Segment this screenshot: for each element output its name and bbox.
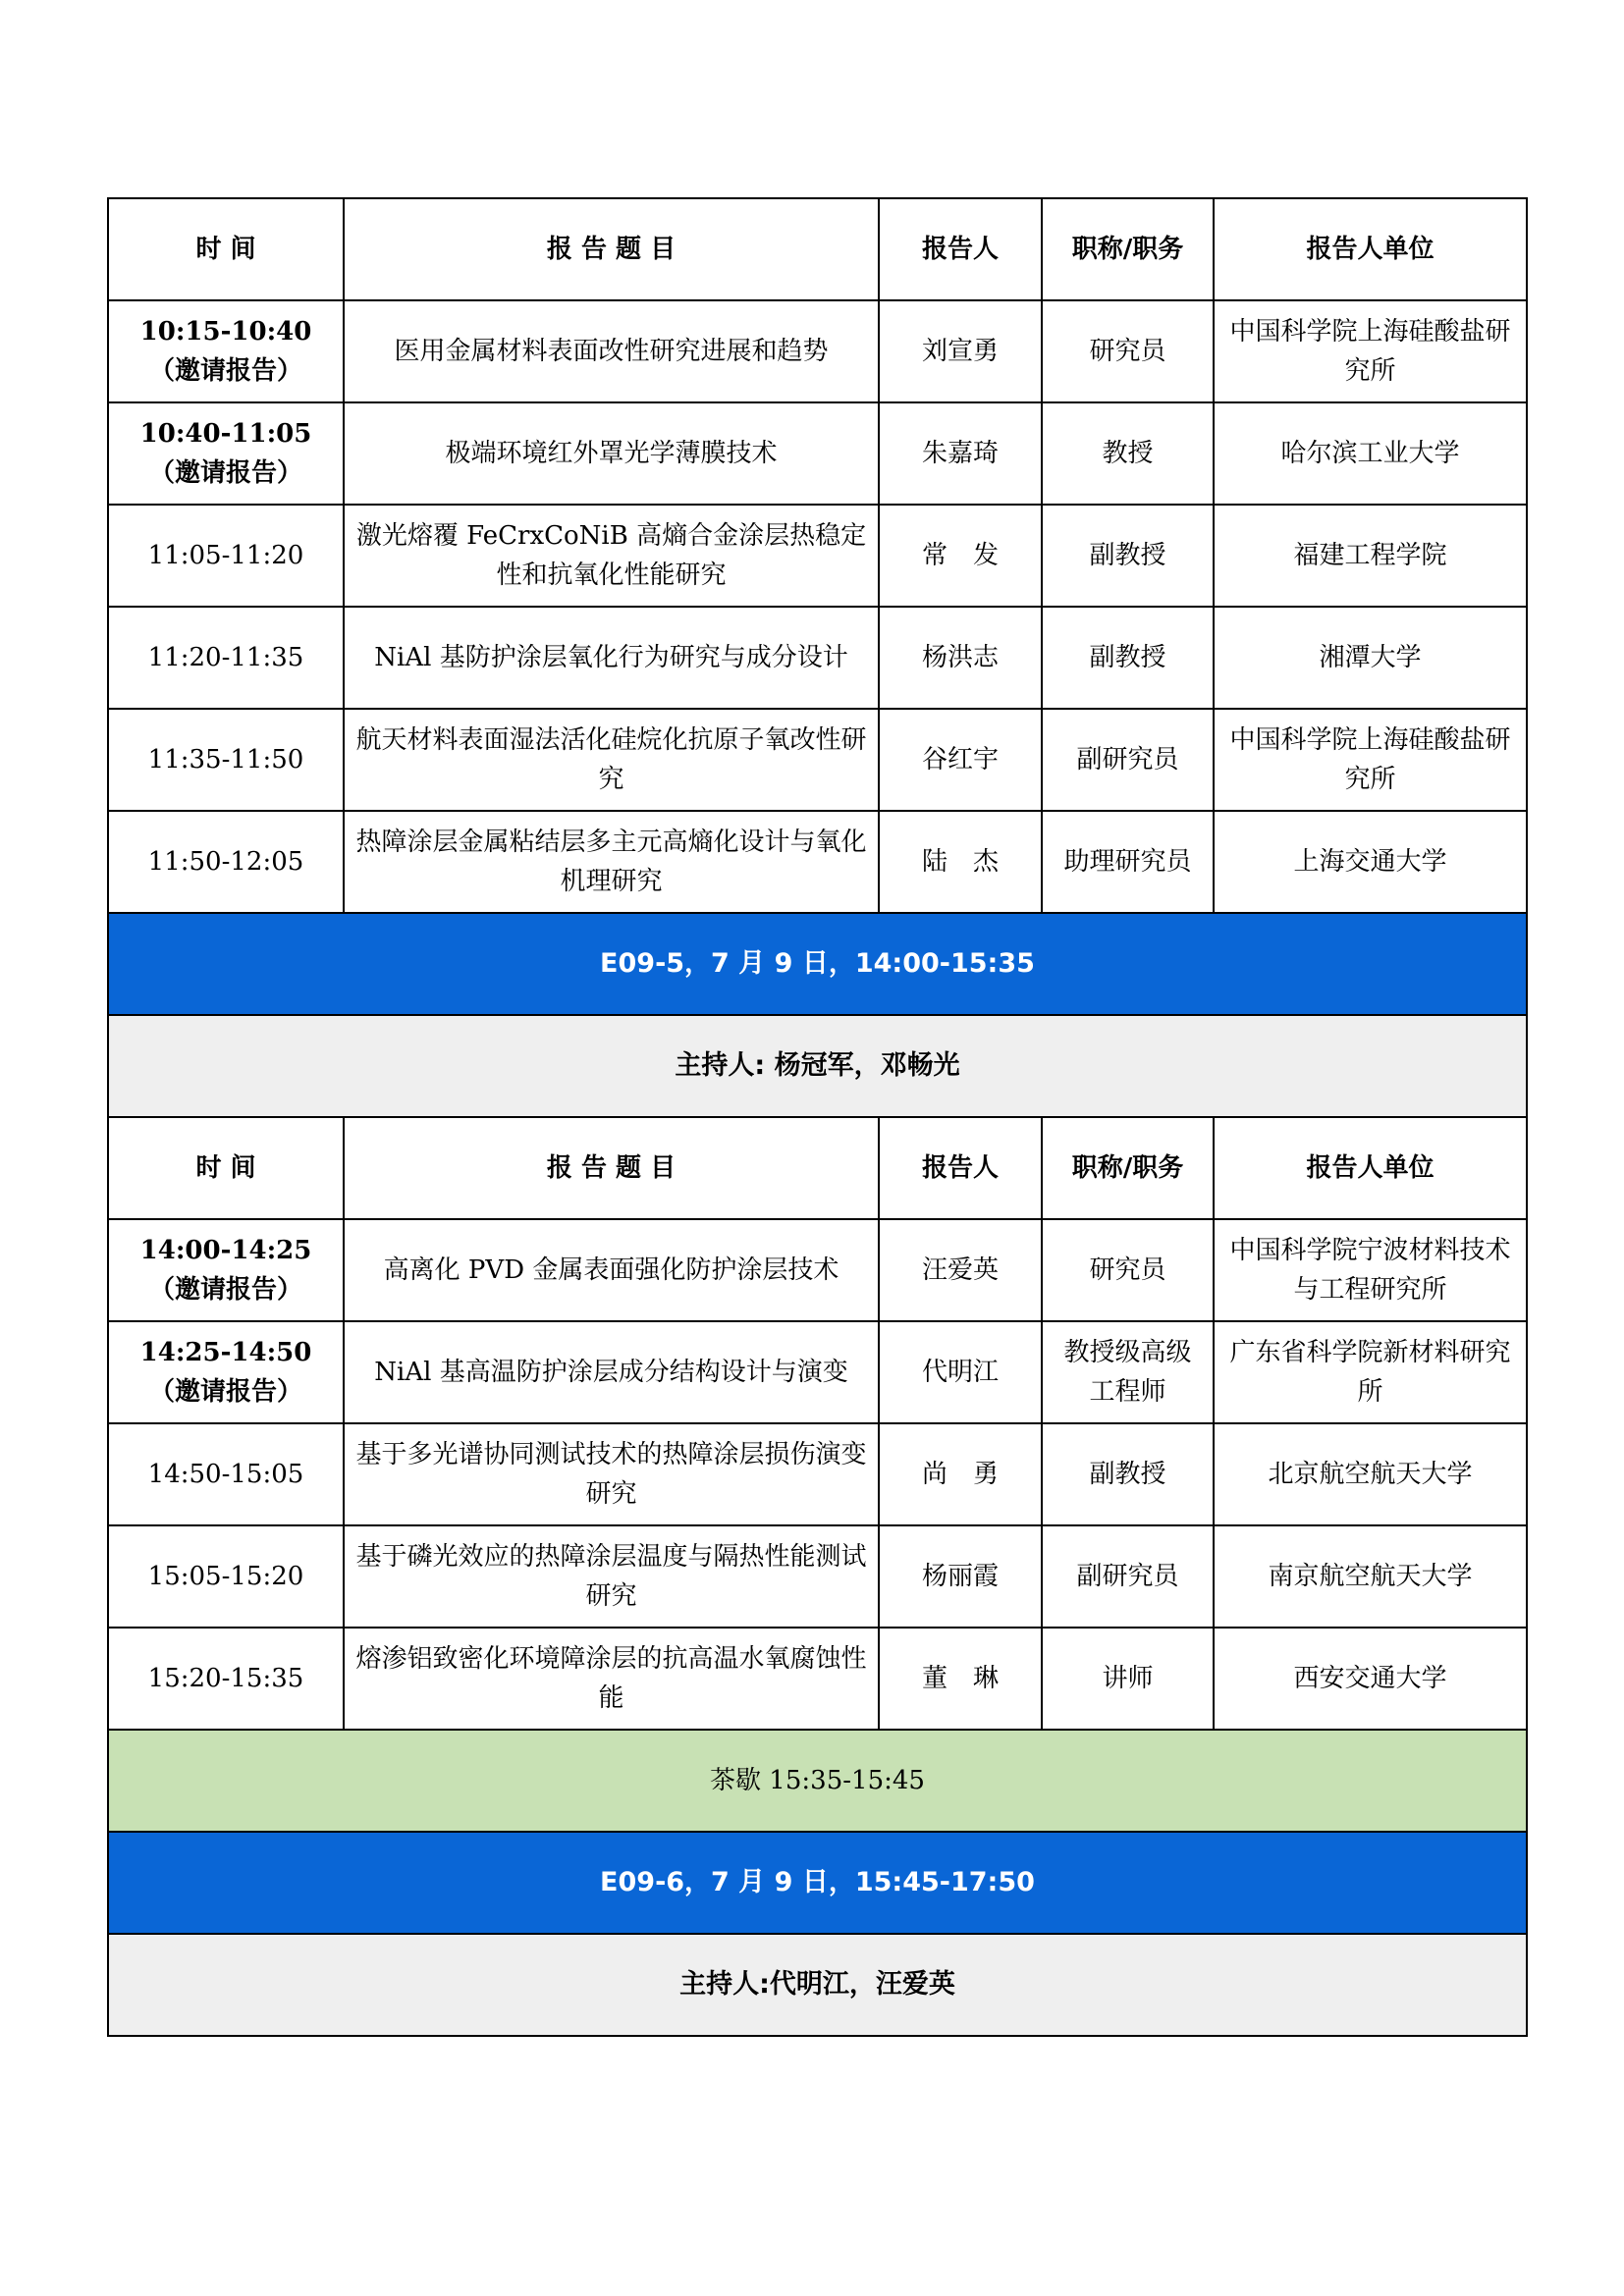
invited-label: （邀请报告）: [148, 1377, 302, 1407]
title-cell: 教授: [1042, 402, 1214, 505]
col-title-header: 职称/职务: [1042, 198, 1214, 300]
time-range: 14:00-14:25: [139, 1236, 312, 1265]
time-range: 10:15-10:40: [139, 317, 312, 347]
topic-cell: 医用金属材料表面改性研究进展和趋势: [344, 300, 879, 402]
topic-cell: 基于多光谱协同测试技术的热障涂层损伤演变研究: [344, 1423, 879, 1525]
time-range: 15:05-15:20: [147, 1562, 304, 1591]
speaker-cell: 杨丽霞: [879, 1525, 1042, 1628]
invited-label: （邀请报告）: [148, 1275, 302, 1305]
host-bar: [108, 1015, 1527, 1117]
topic-cell: 极端环境红外罩光学薄膜技术: [344, 402, 879, 505]
time-range: 11:20-11:35: [147, 643, 304, 672]
topic-cell: 高离化 PVD 金属表面强化防护涂层技术: [344, 1219, 879, 1321]
topic-cell: 激光熔覆 FeCrxCoNiB 高熵合金涂层热稳定性和抗氧化性能研究: [344, 505, 879, 607]
session-bar: [108, 1832, 1527, 1934]
time-cell: [108, 1525, 344, 1628]
host-bar-text: 主持人: 杨冠军，邓畅光: [108, 1015, 1527, 1117]
time-cell: [108, 402, 344, 505]
topic-cell: 基于磷光效应的热障涂层温度与隔热性能测试研究: [344, 1525, 879, 1628]
title-cell: 研究员: [1042, 300, 1214, 402]
time-cell: [108, 300, 344, 402]
time-cell: [108, 1219, 344, 1321]
topic-cell: 熔渗铝致密化环境障涂层的抗高温水氧腐蚀性能: [344, 1628, 879, 1730]
time-cell: [108, 1628, 344, 1730]
col-topic-header: 报 告 题 目: [344, 1117, 879, 1219]
affiliation-cell: 中国科学院上海硅酸盐研究所: [1214, 709, 1527, 811]
speaker-cell: 刘宣勇: [879, 300, 1042, 402]
title-cell: 研究员: [1042, 1219, 1214, 1321]
affiliation-cell: 北京航空航天大学: [1214, 1423, 1527, 1525]
table-row: [108, 1628, 1527, 1730]
time-range: 11:05-11:20: [147, 541, 304, 570]
speaker-cell: 杨洪志: [879, 607, 1042, 709]
col-affiliation-header: 报告人单位: [1214, 1117, 1527, 1219]
time-cell: [108, 811, 344, 913]
col-affiliation-header: 报告人单位: [1214, 198, 1527, 300]
speaker-cell: 谷红宇: [879, 709, 1042, 811]
col-time-header: 时 间: [108, 198, 344, 300]
time-cell: [108, 1423, 344, 1525]
time-range: 11:50-12:05: [147, 847, 304, 877]
title-cell: 教授级高级工程师: [1042, 1321, 1214, 1423]
table-row: [108, 1525, 1527, 1628]
table-row: [108, 1423, 1527, 1525]
time-range: 15:20-15:35: [147, 1664, 304, 1693]
time-cell: [108, 505, 344, 607]
title-cell: 副研究员: [1042, 1525, 1214, 1628]
time-range: 10:40-11:05: [139, 419, 312, 449]
tea-break-bar-text: 茶歇 15:35-15:45: [108, 1730, 1527, 1832]
second-header-row: [108, 1117, 1527, 1219]
first-header-row: [108, 198, 1527, 300]
table-row: [108, 709, 1527, 811]
table-row: [108, 1321, 1527, 1423]
time-range: 14:25-14:50: [139, 1338, 312, 1367]
host-bar-text: 主持人:代明江，汪爱英: [108, 1934, 1527, 2036]
speaker-cell: 常 发: [879, 505, 1042, 607]
time-cell: [108, 607, 344, 709]
host-bar: [108, 1934, 1527, 2036]
time-range: 14:50-15:05: [147, 1460, 304, 1489]
invited-label: （邀请报告）: [148, 458, 302, 488]
affiliation-cell: 上海交通大学: [1214, 811, 1527, 913]
topic-cell: 航天材料表面湿法活化硅烷化抗原子氧改性研究: [344, 709, 879, 811]
col-time-header: 时 间: [108, 1117, 344, 1219]
session-bar: [108, 913, 1527, 1015]
col-title-header: 职称/职务: [1042, 1117, 1214, 1219]
title-cell: 副研究员: [1042, 709, 1214, 811]
speaker-cell: 朱嘉琦: [879, 402, 1042, 505]
affiliation-cell: 南京航空航天大学: [1214, 1525, 1527, 1628]
affiliation-cell: 福建工程学院: [1214, 505, 1527, 607]
title-cell: 讲师: [1042, 1628, 1214, 1730]
schedule-table: [107, 197, 1528, 2037]
affiliation-cell: 哈尔滨工业大学: [1214, 402, 1527, 505]
title-cell: 副教授: [1042, 1423, 1214, 1525]
table-row: [108, 402, 1527, 505]
affiliation-cell: 中国科学院宁波材料技术与工程研究所: [1214, 1219, 1527, 1321]
topic-cell: 热障涂层金属粘结层多主元高熵化设计与氧化机理研究: [344, 811, 879, 913]
session-bar-text: E09-5，7 月 9 日，14:00-15:35: [108, 913, 1527, 1015]
speaker-cell: 汪爱英: [879, 1219, 1042, 1321]
tea-break-bar: [108, 1730, 1527, 1832]
topic-cell: NiAl 基防护涂层氧化行为研究与成分设计: [344, 607, 879, 709]
time-cell: [108, 709, 344, 811]
session-bar-text: E09-6，7 月 9 日，15:45-17:50: [108, 1832, 1527, 1934]
speaker-cell: 尚 勇: [879, 1423, 1042, 1525]
col-speaker-header: 报告人: [879, 198, 1042, 300]
affiliation-cell: 西安交通大学: [1214, 1628, 1527, 1730]
table-row: [108, 505, 1527, 607]
speaker-cell: 陆 杰: [879, 811, 1042, 913]
title-cell: 助理研究员: [1042, 811, 1214, 913]
invited-label: （邀请报告）: [148, 356, 302, 386]
table-row: [108, 1219, 1527, 1321]
time-range: 11:35-11:50: [147, 745, 304, 774]
time-cell: [108, 1321, 344, 1423]
speaker-cell: 董 琳: [879, 1628, 1042, 1730]
topic-cell: NiAl 基高温防护涂层成分结构设计与演变: [344, 1321, 879, 1423]
table-row: [108, 300, 1527, 402]
affiliation-cell: 中国科学院上海硅酸盐研究所: [1214, 300, 1527, 402]
col-speaker-header: 报告人: [879, 1117, 1042, 1219]
table-row: [108, 811, 1527, 913]
col-topic-header: 报 告 题 目: [344, 198, 879, 300]
affiliation-cell: 湘潭大学: [1214, 607, 1527, 709]
title-cell: 副教授: [1042, 505, 1214, 607]
affiliation-cell: 广东省科学院新材料研究所: [1214, 1321, 1527, 1423]
speaker-cell: 代明江: [879, 1321, 1042, 1423]
title-cell: 副教授: [1042, 607, 1214, 709]
table-row: [108, 607, 1527, 709]
